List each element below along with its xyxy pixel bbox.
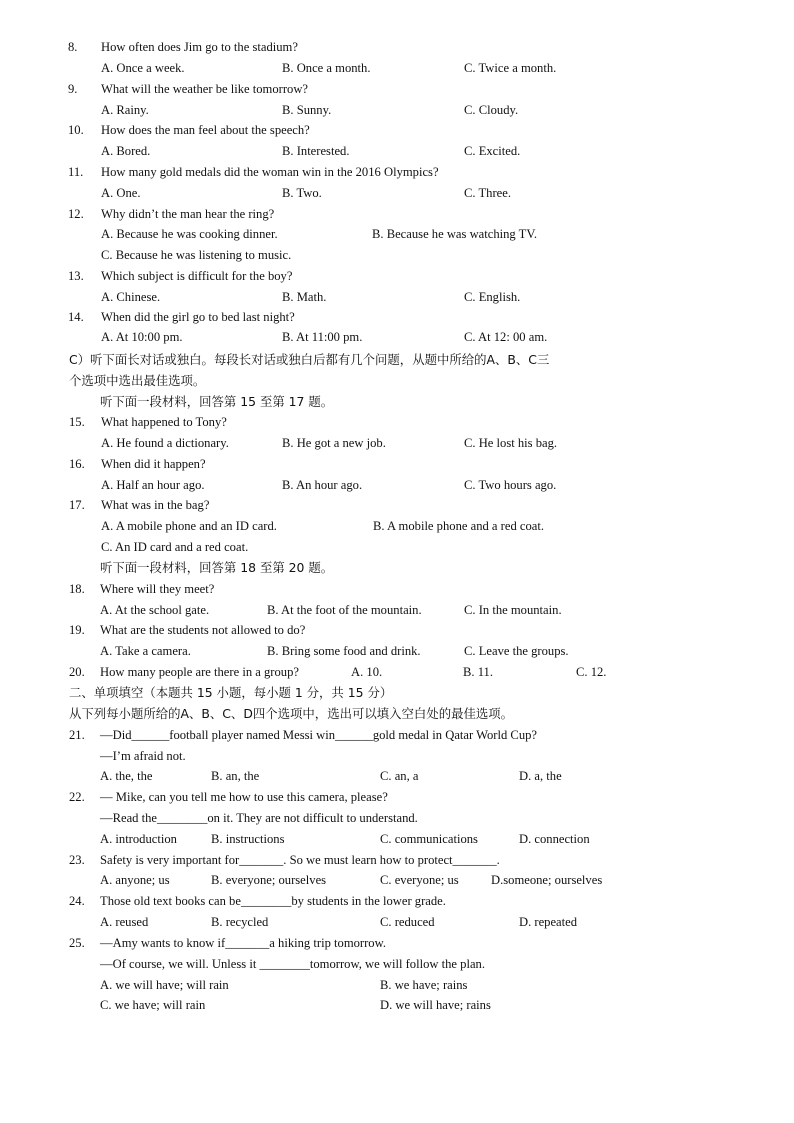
section-2-heading: 二、单项填空（本题共 15 小题，每小题 1 分，共 15 分） <box>69 685 393 700</box>
question-text-line2: —Of course, we will. Unless it ________tomorrow, we will follow the plan. <box>100 957 485 971</box>
option-b: B. Sunny. <box>282 103 332 117</box>
question-number: 15. <box>69 415 85 429</box>
question-text-line2: —I’m afraid not. <box>100 749 186 763</box>
option-c: C. we have; will rain <box>100 998 206 1012</box>
question-text: What are the students not allowed to do? <box>100 623 306 637</box>
question-number: 21. <box>69 728 85 742</box>
option-c: C. English. <box>464 290 521 304</box>
option-c: C. At 12: 00 am. <box>464 330 548 344</box>
option-b: B. At the foot of the mountain. <box>267 603 422 617</box>
option-c: C. Three. <box>464 186 511 200</box>
option-a: A. A mobile phone and an ID card. <box>101 519 277 533</box>
option-b: B. Once a month. <box>282 61 371 75</box>
question-text: How often does Jim go to the stadium? <box>101 40 298 54</box>
question-text: Where will they meet? <box>100 582 215 596</box>
question-text: How many gold medals did the woman win in the 2016 Olympics? <box>101 165 439 179</box>
question-text: What was in the bag? <box>101 498 210 512</box>
question-number: 24. <box>69 894 85 908</box>
question-number: 18. <box>69 582 85 596</box>
question-number: 23. <box>69 853 85 867</box>
option-a: A. Because he was cooking dinner. <box>101 227 278 241</box>
question-number: 13. <box>68 269 84 283</box>
option-c: C. 12. <box>576 665 607 679</box>
question-text: What will the weather be like tomorrow? <box>101 82 309 96</box>
question-number: 10. <box>68 123 84 137</box>
option-c: C. Because he was listening to music. <box>101 248 292 262</box>
option-a: A. 10. <box>351 665 383 679</box>
option-c: C. Leave the groups. <box>464 644 569 658</box>
question-number: 25. <box>69 936 85 950</box>
question-number: 14. <box>68 310 84 324</box>
option-c: C. Excited. <box>464 144 521 158</box>
question-text: Safety is very important for_______. So we must learn how to protect_______. <box>100 853 500 867</box>
option-d: D.someone; ourselves <box>491 873 603 887</box>
option-a: A. Once a week. <box>101 61 185 75</box>
option-b: B. He got a new job. <box>282 436 386 450</box>
option-c: C. Two hours ago. <box>464 478 557 492</box>
question-text: Why didn’t the man hear the ring? <box>101 207 275 221</box>
option-b: B. 11. <box>463 665 493 679</box>
option-a: A. anyone; us <box>100 873 170 887</box>
option-b: B. At 11:00 pm. <box>282 330 363 344</box>
question-number: 8. <box>68 40 78 54</box>
question-number: 20. <box>69 665 85 679</box>
option-a: A. introduction <box>100 832 177 846</box>
option-b: B. an, the <box>211 769 260 783</box>
question-number: 22. <box>69 790 85 804</box>
material-instruction: 听下面一段材料，回答第 15 至第 17 题。 <box>100 394 334 409</box>
option-c: C. reduced <box>380 915 435 929</box>
option-c: C. Twice a month. <box>464 61 557 75</box>
option-d: D. we will have; rains <box>380 998 491 1012</box>
option-c: C. An ID card and a red coat. <box>101 540 249 554</box>
option-a: A. we will have; will rain <box>100 978 229 992</box>
question-text: —Did______football player named Messi win______gold medal in Qatar World Cup? <box>100 728 538 742</box>
question-text: —Amy wants to know if_______a hiking trip tomorrow. <box>100 936 387 950</box>
option-d: D. connection <box>519 832 590 846</box>
option-a: A. Chinese. <box>101 290 161 304</box>
option-a: A. Take a camera. <box>100 644 191 658</box>
question-text: What happened to Tony? <box>101 415 227 429</box>
section-2-instruction: 从下列每小题所给的A、B、C、D四个选项中，选出可以填入空白处的最佳选项。 <box>69 706 514 721</box>
material-instruction: 听下面一段材料，回答第 18 至第 20 题。 <box>100 560 334 575</box>
question-text: Which subject is difficult for the boy? <box>101 269 293 283</box>
option-c: C. In the mountain. <box>464 603 562 617</box>
question-text-line2: —Read the________on it. They are not difficult to understand. <box>100 811 418 825</box>
question-number: 11. <box>68 165 84 179</box>
option-a: A. At the school gate. <box>100 603 210 617</box>
option-d: D. repeated <box>519 915 578 929</box>
option-b: B. Because he was watching TV. <box>372 227 537 241</box>
option-b: B. recycled <box>211 915 269 929</box>
option-b: B. everyone; ourselves <box>211 873 327 887</box>
option-a: A. Half an hour ago. <box>101 478 205 492</box>
section-c-heading-cont: 个选项中选出最佳选项。 <box>69 373 206 388</box>
question-text: How does the man feel about the speech? <box>101 123 310 137</box>
option-c: C. everyone; us <box>380 873 459 887</box>
question-text: Those old text books can be________by students in the lower grade. <box>100 894 446 908</box>
question-text: When did the girl go to bed last night? <box>101 310 295 324</box>
question-number: 9. <box>68 82 78 96</box>
option-c: C. Cloudy. <box>464 103 519 117</box>
question-number: 19. <box>69 623 85 637</box>
question-number: 12. <box>68 207 84 221</box>
option-d: D. a, the <box>519 769 562 783</box>
option-a: A. One. <box>101 186 141 200</box>
option-a: A. the, the <box>100 769 153 783</box>
question-text: — Mike, can you tell me how to use this camera, please? <box>100 790 388 804</box>
option-a: A. Rainy. <box>101 103 149 117</box>
option-c: C. an, a <box>380 769 419 783</box>
option-b: B. Bring some food and drink. <box>267 644 421 658</box>
option-a: A. Bored. <box>101 144 151 158</box>
option-b: B. Math. <box>282 290 327 304</box>
option-a: A. He found a dictionary. <box>101 436 229 450</box>
option-c: C. He lost his bag. <box>464 436 558 450</box>
section-c-heading: C）听下面长对话或独白。每段长对话或独白后都有几个问题，从题中所给的A、B、C三 <box>69 352 550 367</box>
option-b: B. A mobile phone and a red coat. <box>373 519 545 533</box>
option-b: B. An hour ago. <box>282 478 363 492</box>
option-b: B. instructions <box>211 832 285 846</box>
question-text: When did it happen? <box>101 457 206 471</box>
question-number: 16. <box>69 457 85 471</box>
option-b: B. Two. <box>282 186 322 200</box>
option-a: A. reused <box>100 915 149 929</box>
option-c: C. communications <box>380 832 478 846</box>
option-b: B. Interested. <box>282 144 350 158</box>
question-number: 17. <box>69 498 85 512</box>
question-text: How many people are there in a group? <box>100 665 299 679</box>
option-b: B. we have; rains <box>380 978 468 992</box>
option-a: A. At 10:00 pm. <box>101 330 183 344</box>
